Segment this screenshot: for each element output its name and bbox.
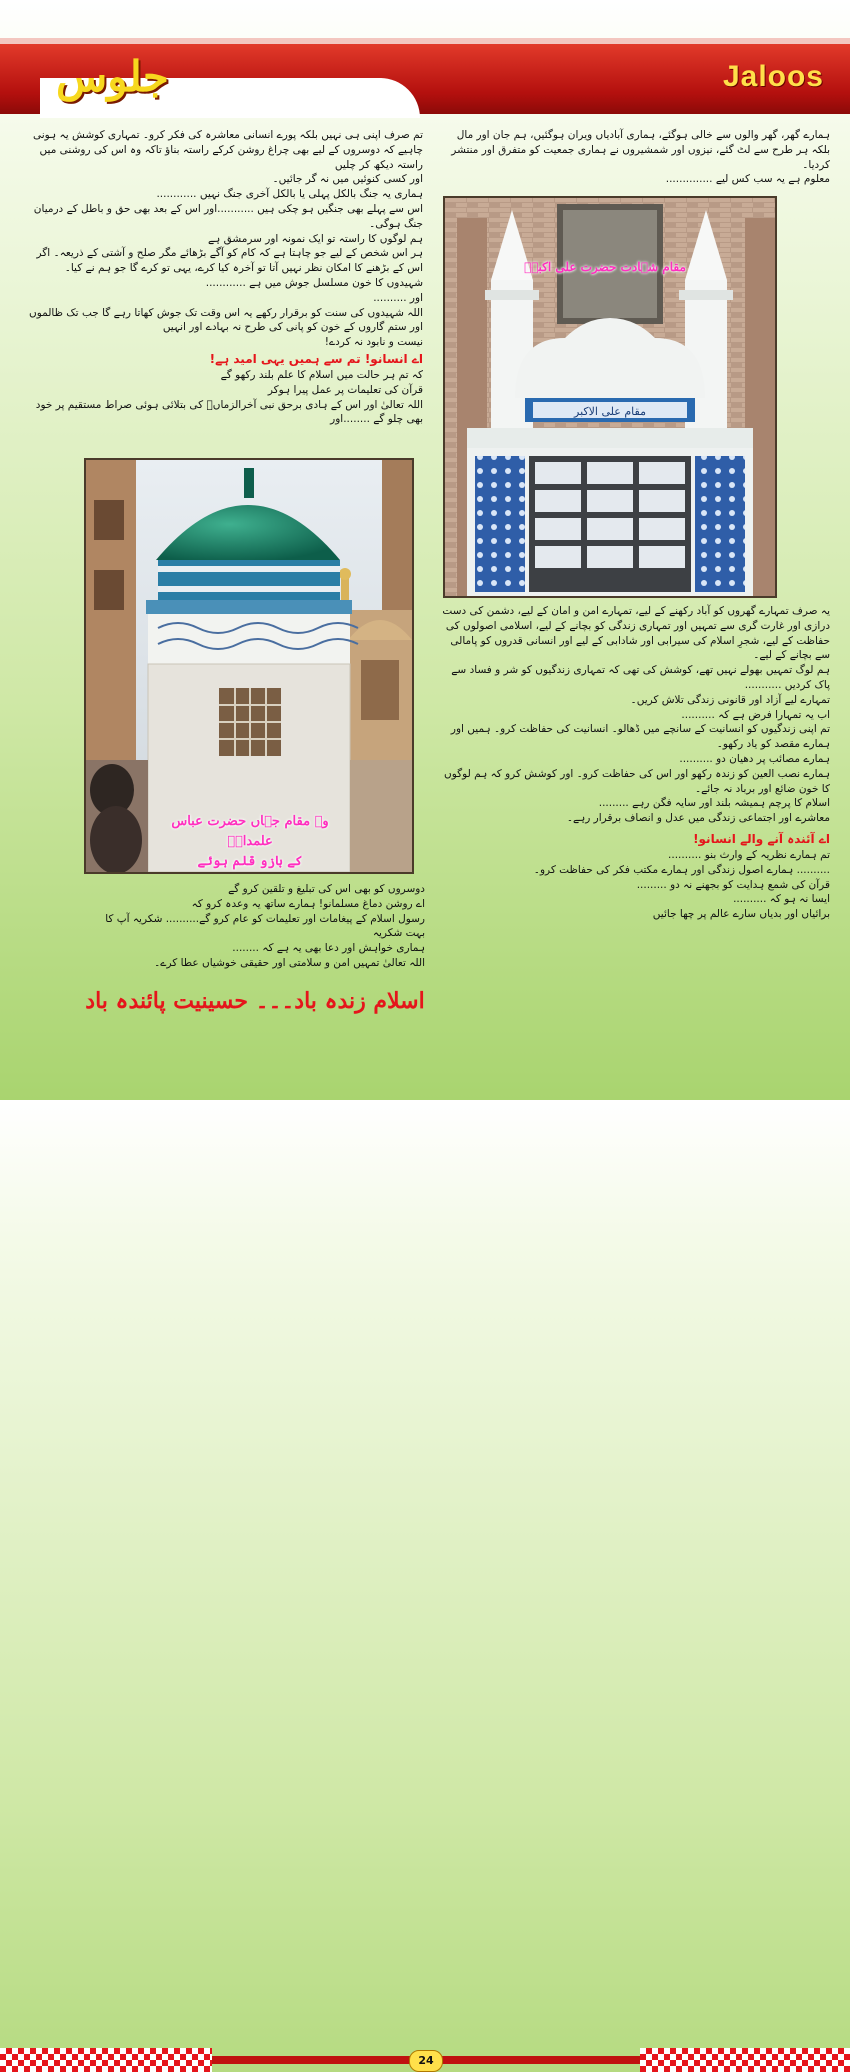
- text-line: تم اپنی زندگیوں کو انسانیت کے سانچے میں ڈھالو۔ انسانیت کی حفاظت کرو۔ ہمیں اور ہمارے مقصد کو یاد رکھو۔: [450, 723, 830, 751]
- left-column-bottom-text: [85, 882, 425, 971]
- magazine-logo-urdu: جلوس: [56, 52, 169, 101]
- text-line: برائیاں اور بدیاں سارے عالم پر چھا جائیں: [652, 908, 830, 921]
- text-line: اے روشن دماغ مسلمانو! ہمارے ساتھ یہ وعدہ کرو کہ: [191, 897, 425, 910]
- page-header: [0, 0, 850, 120]
- text-line: معلوم ہے یہ سب کس لیے ..............: [665, 173, 830, 186]
- dome-shrine-illustration: [86, 460, 412, 872]
- text-line: اور کسی کنوئیں میں نہ گر جائیں۔: [272, 173, 423, 186]
- text-line: ہماری خواہش اور دعا بھی یہ ہے کہ ........: [232, 942, 425, 955]
- text-line: قرآن کی شمع ہدایت کو بجھنے نہ دو .........: [636, 878, 830, 891]
- text-line: ہم لوگوں کا راستہ تو ایک نمونہ اور سرمشق ہے: [207, 232, 423, 245]
- photo-caption-abbas: [150, 812, 350, 872]
- text-line: .......... ہمارے اصول زندگی اور ہمارے مکتب فکر کی حفاظت کرو۔: [533, 863, 830, 876]
- text-line: یہ صرف تمہارے گھروں کو آباد رکھنے کے لیے، تمہارے امن و امان کے لیے، دشمن کی دست درازی اور غارت گری سے تمہیں اور تمہاری زندگی کو بچانے کے لیے، اسلامی اصولوں کی حفاظت کے لیے، شجرِ اسلام کی سیرابی اور شادابی کے لیے اور انسانی قدروں کو پامالی سے بچانے کے لیے۔: [442, 605, 830, 662]
- text-line: اللہ تعالیٰ تمہیں امن و سلامتی اور حقیقی خوشیاں عطا کرے۔: [154, 956, 425, 969]
- text-line: اللہ تعالیٰ اور اس کے ہادی برحق نبی آخرالزماںؐ کی بتلائی ہوئی صراط مستقیم پر خود بھی چلو گے ........اور: [35, 398, 423, 426]
- text-line: ہمارے مصائب پر دھیان دو ..........: [679, 752, 830, 765]
- text-line: قرآن کی تعلیمات پر عمل پیرا ہوکر: [267, 383, 423, 396]
- text-line: تم ہمارے نظریہ کے وارث بنو ..........: [668, 848, 830, 861]
- page-number: 24: [409, 2050, 443, 2072]
- text-line: ہم لوگ تمہیں بھولے نہیں تھے، کوشش کی تھی کہ تمہاری زندگیوں کو شر و فساد سے پاک کردیں ...........: [451, 664, 830, 691]
- footer-checker-right: [640, 2048, 850, 2072]
- caption-line: کے بازو قلم ہوئے: [197, 854, 303, 869]
- magazine-logo-english: Jaloos: [722, 60, 824, 93]
- text-line: اس سے پہلے بھی جنگیں ہو چکی ہیں ...........اور اس کے بعد بھی حق و باطل کے درمیان جنگ ہوگی۔: [33, 202, 423, 230]
- text-line: تم صرف اپنی ہی نہیں بلکہ پورے انسانی معاشرہ کی فکر کرو۔ تمہاری کوشش یہ ہونی چاہیے کہ دوسروں کے لیے بھی چراغ روشن کرکے راستہ بناؤ تاکہ وہ اس کی روشنی میں راستہ دیکھ کر چلیں: [32, 129, 423, 171]
- text-line: کہ تم ہر حالت میں اسلام کا علم بلند رکھو گے: [220, 368, 423, 381]
- photo-caption-ali-akbar: مقام شہادت حضرت علی اکبرؑ: [524, 260, 686, 274]
- text-line: اسلام کا پرچم ہمیشہ بلند اور سایہ فگن رہے .........: [598, 797, 830, 810]
- right-column-bottom-text: [440, 604, 830, 922]
- shrine-photo-ali-akbar: [443, 196, 777, 598]
- left-column-text: [28, 128, 423, 427]
- text-line: ہمارے گھر، گھر والوں سے خالی ہوگئے، ہماری آبادیاں ویران ہوگئیں، ہم جان اور مال بلکہ ہر طرح سے لٹ گئے، نیزوں اور شمشیروں نے ہماری جمعیت کو متفرق اور منتشر کردیا۔: [451, 129, 830, 171]
- section-heading: اے انسانو! تم سے ہمیں یہی امید ہے!: [209, 351, 423, 366]
- right-column-text: [440, 128, 830, 187]
- text-line: ہماری یہ جنگ بالکل پہلی یا بالکل آخری جنگ نہیں ............: [156, 188, 423, 201]
- text-line: اب یہ تمہارا فرض ہے کہ ..........: [681, 708, 830, 721]
- text-line: شہیدوں کا خون مسلسل جوش میں ہے ............: [205, 276, 423, 289]
- section-heading: اے آئندہ آنے والے انسانو!: [693, 831, 830, 846]
- plaque-text: مقام علی الاکبر: [574, 405, 646, 418]
- caption-line: وہ مقام جہاں حضرت عباس علمدارؑ: [171, 814, 329, 849]
- footer-checker-left: [0, 2048, 212, 2072]
- text-line: نیست و نابود نہ کردے!: [324, 336, 423, 349]
- page-footer: [0, 1022, 850, 2067]
- text-line: دوسروں کو بھی اس کی تبلیغ و تلقین کرو گے: [228, 883, 425, 895]
- text-line: اور ..........: [373, 291, 423, 304]
- maqam-illustration: [445, 198, 775, 596]
- text-line: ہمارے نصب العین کو زندہ رکھو اور اس کی حفاظت کرو۔ اور کوشش کرو کہ ہم لوگوں کا خون ضائع اور برباد نہ جائے۔: [444, 767, 830, 795]
- text-line: اللہ شہیدوں کی سنت کو برقرار رکھے یہ اس وقت تک جوش کھاتا رہے گا جب تک ظالموں اور ستم گاروں کے خون کو پانی کی طرح نہ بہادے اور انہیں: [28, 306, 423, 334]
- closing-slogan: اسلام زندہ باد۔۔۔ حسینیت پائندہ باد: [85, 988, 425, 1014]
- text-line: ایسا نہ ہو کہ ..........: [733, 893, 830, 906]
- text-line: معاشرے اور اجتماعی زندگی میں عدل و انصاف برقرار رہے۔: [566, 812, 830, 825]
- text-line: ہر اس شخص کے لیے جو چاہتا ہے کہ کام کو آگے بڑھائے مگر صلح و آشتی کے ذریعہ۔ اگر اس کے بڑھنے کا امکان نظر نہیں آتا تو آخرہ کیا کرے، یہی تو کرے گا جو ہم نے کیا۔: [36, 247, 423, 275]
- text-line: تمہارے لیے آزاد اور قانونی زندگی تلاش کریں۔: [630, 693, 830, 706]
- text-line: رسول اسلام کے پیغامات اور تعلیمات کو عام کرو گے.......... شکریہ آپ کا بہت شکریہ: [105, 912, 425, 940]
